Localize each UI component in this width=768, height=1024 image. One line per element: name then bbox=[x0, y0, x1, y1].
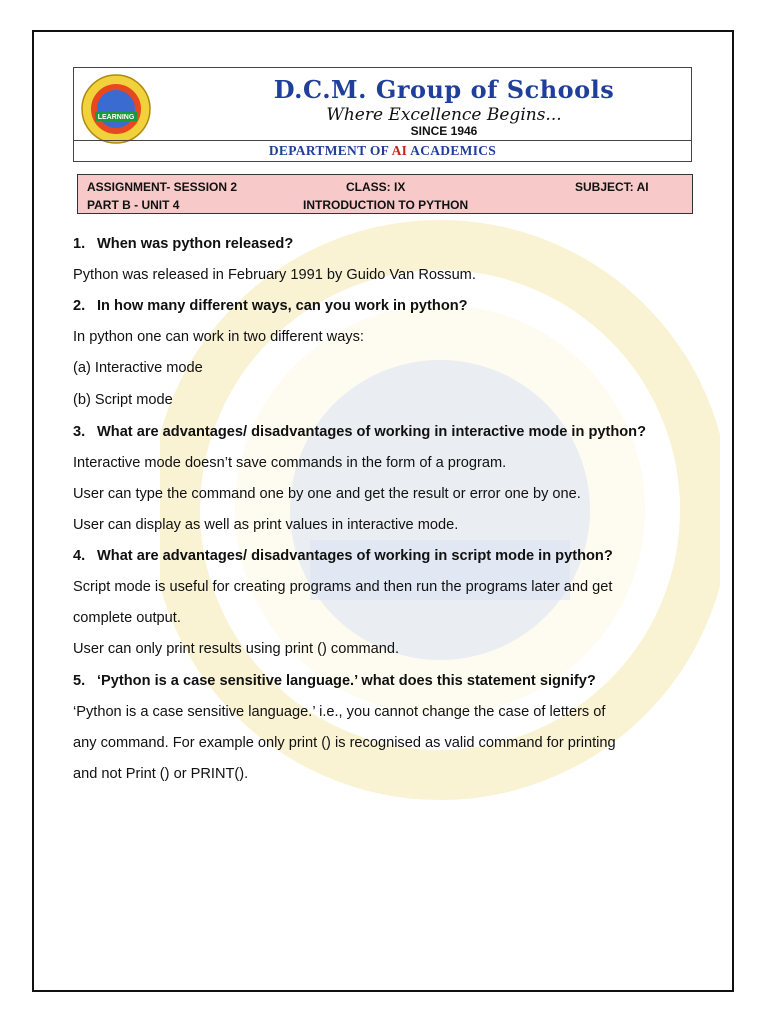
topic-label: INTRODUCTION TO PYTHON bbox=[303, 198, 469, 212]
school-logo bbox=[81, 74, 151, 144]
school-tagline: Where Excellence Begins... bbox=[326, 105, 562, 125]
subject-label: SUBJECT: AI bbox=[575, 180, 649, 194]
question-2: 2. In how many different ways, can you work in python? bbox=[73, 298, 468, 314]
assignment-session: ASSIGNMENT- SESSION 2 bbox=[87, 180, 238, 194]
answer-line: Python was released in February 1991 by Guido Van Rossum. bbox=[73, 267, 476, 283]
school-name: D.C.M. Group of Schools bbox=[273, 75, 615, 104]
logo-text: LEARNING bbox=[97, 114, 135, 121]
answer-line: User can display as well as print values in interactive mode. bbox=[73, 517, 459, 533]
answer-line: (b) Script mode bbox=[73, 392, 173, 408]
question-1: 1. When was python released? bbox=[73, 236, 294, 252]
department-ai: AI bbox=[391, 143, 408, 158]
answer-line: ‘Python is a case sensitive language.’ i.e., you cannot change the case of letters of bbox=[73, 704, 606, 720]
answer-line: (a) Interactive mode bbox=[73, 360, 203, 376]
class-label: CLASS: IX bbox=[346, 180, 406, 194]
school-header bbox=[73, 67, 692, 162]
department-prefix: DEPARTMENT OF bbox=[268, 143, 392, 158]
answer-line: any command. For example only print () is recognised as valid command for printing bbox=[73, 735, 616, 751]
since-year: SINCE 1946 bbox=[410, 124, 478, 138]
department-title bbox=[74, 143, 691, 159]
answer-line: Interactive mode doesn’t save commands in the form of a program. bbox=[73, 455, 507, 471]
answer-line: In python one can work in two different ways: bbox=[73, 329, 364, 345]
part-unit-label: PART B - UNIT 4 bbox=[87, 198, 180, 212]
question-5: 5. ‘Python is a case sensitive language.’ what does this statement signify? bbox=[73, 673, 596, 689]
answer-line: User can type the command one by one and get the result or error one by one. bbox=[73, 486, 581, 502]
answer-line: and not Print () or PRINT(). bbox=[73, 766, 249, 782]
header-divider bbox=[74, 140, 691, 141]
assignment-bar bbox=[77, 174, 693, 214]
question-3: 3. What are advantages/ disadvantages of working in interactive mode in python? bbox=[73, 424, 646, 440]
answer-line: User can only print results using print () command. bbox=[73, 641, 400, 657]
answer-line: Script mode is useful for creating programs and then run the programs later and get bbox=[73, 579, 613, 595]
question-4: 4. What are advantages/ disadvantages of working in script mode in python? bbox=[73, 548, 613, 564]
department-suffix: ACADEMICS bbox=[407, 143, 497, 158]
answer-line: complete output. bbox=[73, 610, 181, 626]
